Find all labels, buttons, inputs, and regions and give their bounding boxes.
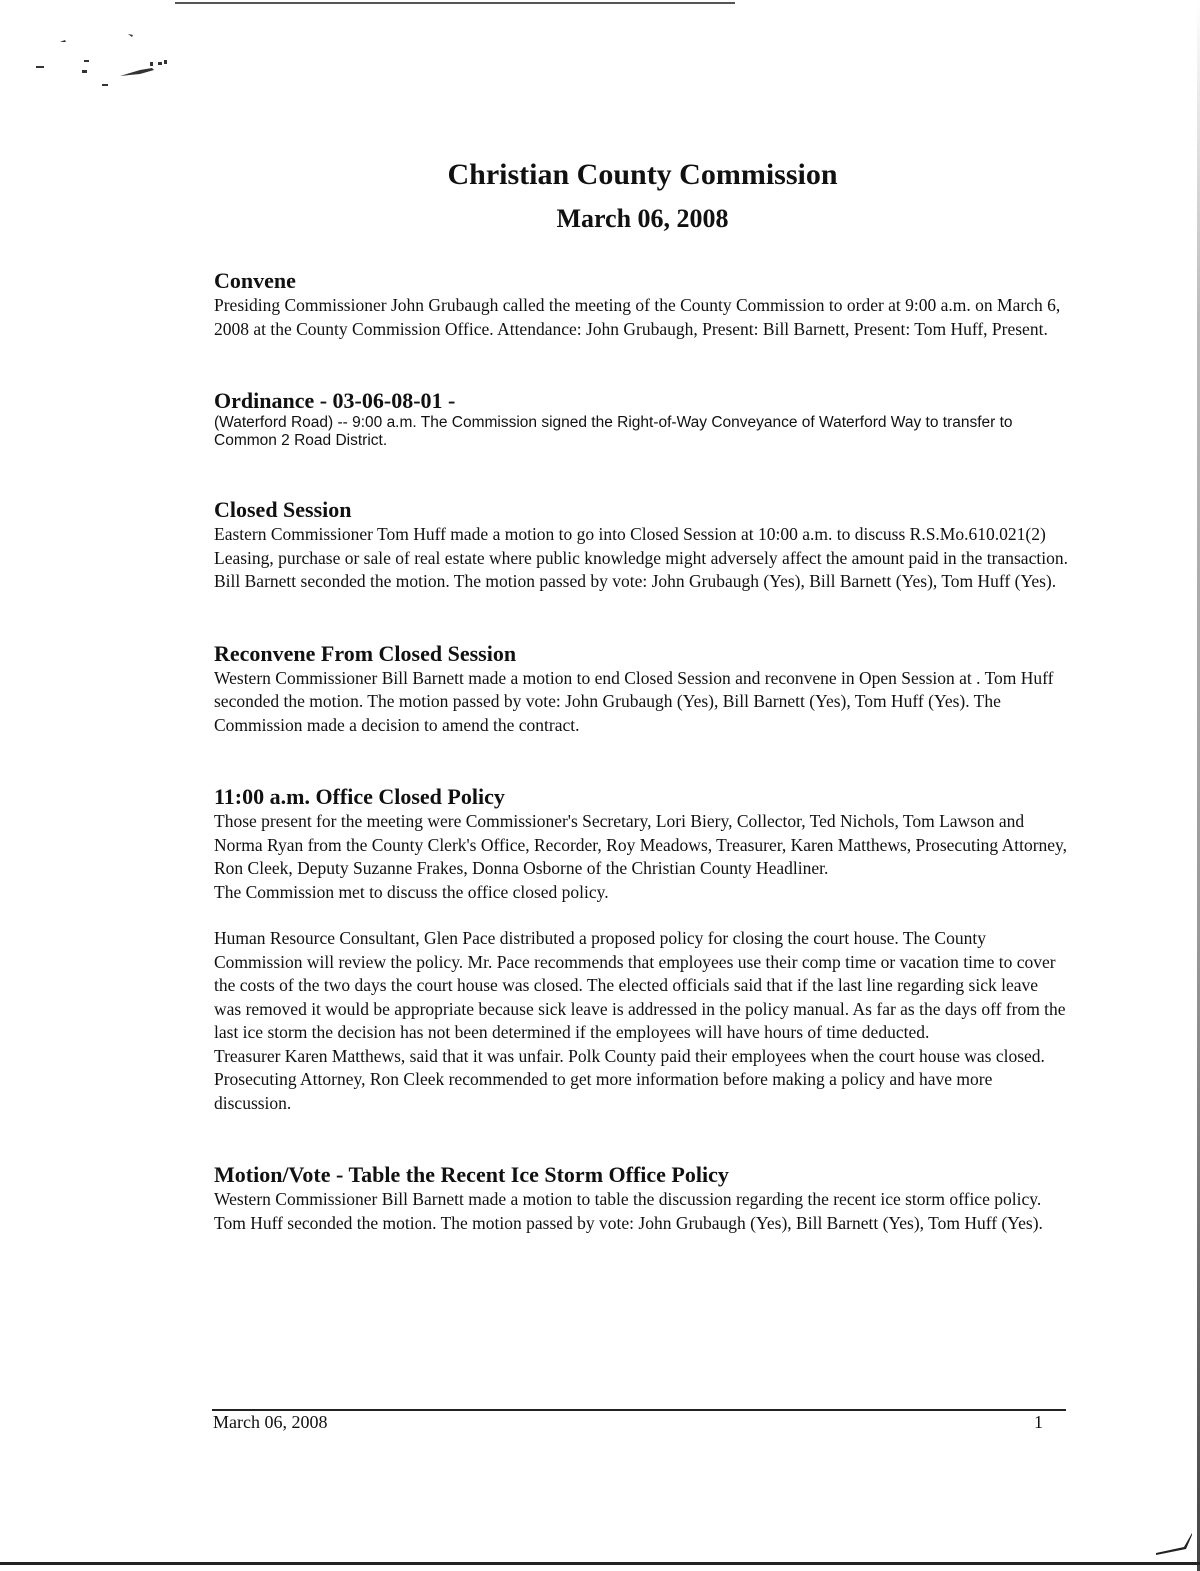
footer-rule: [212, 1409, 1066, 1411]
section-convene: [214, 268, 1069, 341]
section-heading: Motion/Vote - Table the Recent Ice Storm Office Policy: [214, 1162, 729, 1187]
scan-artifact-bottom-edge: [0, 1562, 1200, 1565]
section-closed-session: [214, 497, 1069, 594]
section-paragraph: Eastern Commissioner Tom Huff made a motion to go into Closed Session at 10:00 a.m. to discuss R.S.Mo.610.021(2) Leasing, purchase or sale of real estate where public knowledge might adversely affect the amount paid in the transaction. Bill Barnett seconded the motion. The motion passed by vote: John Grubaugh (Yes), Bill Barnett (Yes), Tom Huff (Yes).: [214, 524, 1068, 591]
scan-artifact-corner: [1154, 1527, 1194, 1557]
section-heading: Ordinance - 03-06-08-01 -: [214, 388, 456, 413]
scan-artifact-top-line: [175, 2, 735, 4]
minutes-body: [214, 268, 1069, 1235]
section-office-closed-policy: [214, 784, 1069, 1115]
section-heading: Reconvene From Closed Session: [214, 640, 517, 666]
section-ordinance: [214, 388, 1069, 450]
section-heading: Closed Session: [214, 497, 352, 522]
section-paragraph: The Commission met to discuss the office closed policy.: [214, 881, 609, 902]
section-paragraph: Presiding Commissioner John Grubaugh called the meeting of the County Commission to order at 9:00 a.m. on March 6, 2008 at the County Commission Office. Attendance: John Grubaugh, Present: Bill Barnett, Present: Tom Huff, Present.: [214, 295, 1061, 339]
section-paragraph: Those present for the meeting were Commissioner's Secretary, Lori Biery, Collector, Ted Nichols, Tom Lawson and Norma Ryan from the County Clerk's Office, Recorder, Roy Meadows, Treasurer, Karen Matthews, Prosecuting Attorney, Ron Cleek, Deputy Suzanne Frakes, Donna Osborne of the Christian County Headliner.: [214, 811, 1068, 878]
scan-artifact-specks: [30, 30, 190, 100]
footer-date: March 06, 2008: [213, 1412, 328, 1432]
section-motion-vote: [214, 1162, 1069, 1235]
section-paragraph: Treasurer Karen Matthews, said that it was unfair. Polk County paid their employees when the court house was closed. Prosecuting Attorney, Ron Cleek recommended to get more information before making a policy and have more discussion.: [214, 1045, 1045, 1113]
section-heading: Convene: [214, 268, 296, 293]
section-paragraph: Western Commissioner Bill Barnett made a motion to end Closed Session and reconvene in Open Session at . Tom Huff seconded the motion. The motion passed by vote: John Grubaugh (Yes), Bill Barnett (Yes), Tom Huff (Yes). The Commission made a decision to amend the contract.: [214, 667, 1054, 735]
document-date: March 06, 2008: [556, 204, 729, 233]
document-title: Christian County Commission: [447, 158, 838, 191]
section-paragraph: Human Resource Consultant, Glen Pace distributed a proposed policy for closing the court house. The County Commission will review the policy. Mr. Pace recommends that employees use their comp time or vacation time to cover the costs of the two days the court house was closed. The elected officials said that if the last line regarding sick leave was removed it would be appropriate because sick leave is addressed in the policy manual. As far as the days off from the last ice storm the decision has not been determined if the employees will have hours of time deducted.: [214, 928, 1066, 1042]
section-heading: 11:00 a.m. Office Closed Policy: [214, 784, 505, 809]
page-number: 1: [1034, 1412, 1043, 1432]
section-reconvene: [214, 641, 1069, 738]
section-paragraph: (Waterford Road) -- 9:00 a.m. The Commission signed the Right-of-Way Conveyance of Waterford Way to transfer to Common 2 Road District.: [214, 414, 1013, 449]
section-paragraph: Western Commissioner Bill Barnett made a motion to table the discussion regarding the recent ice storm office policy. Tom Huff seconded the motion. The motion passed by vote: John Grubaugh (Yes), Bill Barnett (Yes), Tom Huff (Yes).: [214, 1189, 1043, 1233]
